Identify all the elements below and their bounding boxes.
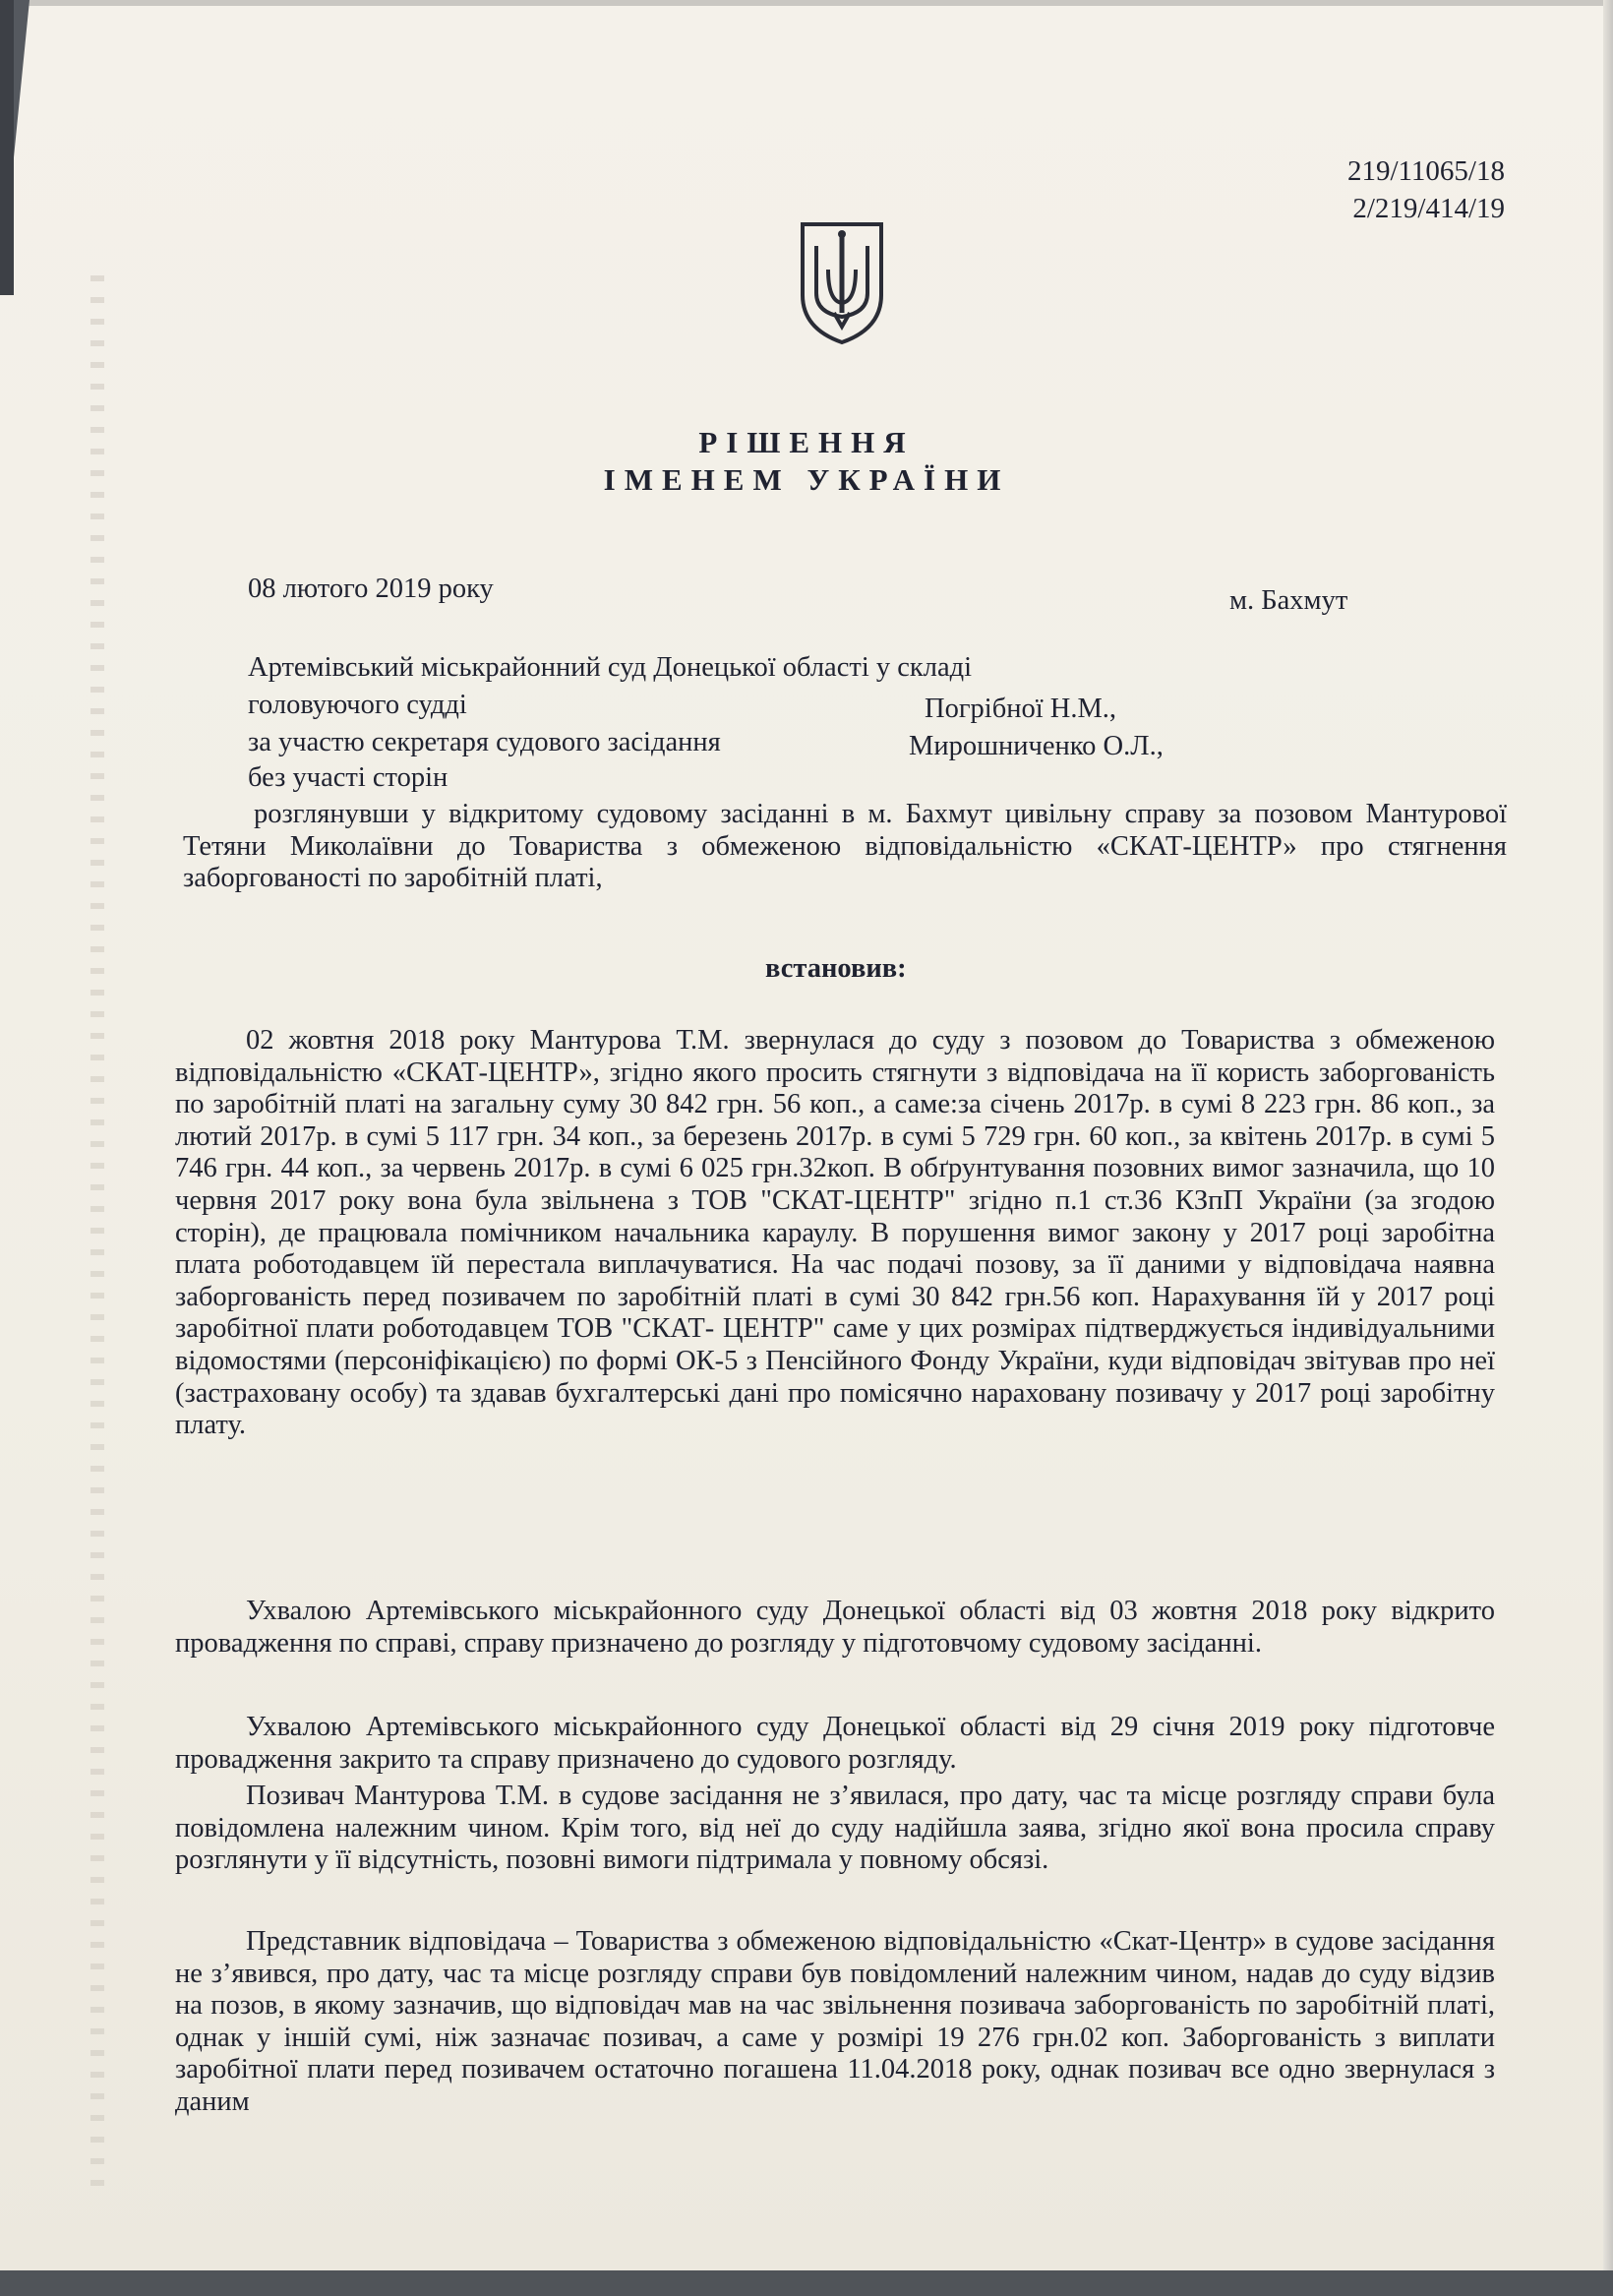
paragraph-preparatory-closed: Ухвалою Артемівського міськрайонного суду Донецької області від 29 січня 2019 року підготовче провадження закрито та справу призначено до судового розгляду. bbox=[175, 1712, 1495, 1775]
case-number-1: 219/11065/18 bbox=[1346, 155, 1505, 187]
presiding-judge-label: головуючого судді bbox=[248, 690, 467, 720]
case-number-2: 2/219/414/19 bbox=[1352, 193, 1505, 224]
scan-right-edge bbox=[1603, 0, 1613, 2296]
coat-of-arms-icon bbox=[795, 218, 889, 346]
document-title: РІШЕННЯ bbox=[698, 425, 915, 459]
case-intro-paragraph: розглянувши у відкритому судовому засіданні в м. Бахмут цивільну справу за позовом Мантурової Тетяни Миколаївни до Товариства з обмеженою відповідальністю «СКАТ-ЦЕНТР» про стягнення заборгованості по заробітній платі, bbox=[183, 799, 1507, 894]
parties-note: без участі сторін bbox=[248, 762, 448, 793]
scan-top-edge bbox=[0, 0, 1613, 6]
secretary-label: за участю секретаря судового засідання bbox=[248, 727, 721, 757]
scan-bottom-edge bbox=[0, 2270, 1613, 2296]
section-heading-established: встановив: bbox=[765, 953, 907, 984]
paragraph-plaintiff-absent: Позивач Мантурова Т.М. в судове засідання не з’явилася, про дату, час та місце розгляду справи була повідомлена належним чином. Крім того, від неї до суду надійшла заява, згідно якої вона просила справу розглянути у її відсутність, позовні вимоги підтримала у повному обсязі. bbox=[175, 1781, 1495, 1876]
decision-date: 08 лютого 2019 року bbox=[248, 574, 494, 604]
paragraph-proceedings-opened: Ухвалою Артемівського міськрайонного суду Донецької області від 03 жовтня 2018 року відкрито провадження по справі, справу призначено до розгляду у підготовчому судовому засіданні. bbox=[175, 1596, 1495, 1659]
scan-corner-shadow-dark bbox=[0, 0, 14, 295]
presiding-judge-name: Погрібної Н.М., bbox=[925, 694, 1117, 724]
decision-place: м. Бахмут bbox=[1229, 585, 1348, 616]
binding-holes bbox=[90, 275, 104, 2194]
secretary-name: Мирошниченко О.Л., bbox=[909, 731, 1164, 761]
document-subtitle: ІМЕНЕМ УКРАЇНИ bbox=[603, 462, 1010, 497]
paragraph-claim: 02 жовтня 2018 року Мантурова Т.М. звернулася до суду з позовом до Товариства з обмеженою відповідальністю «СКАТ-ЦЕНТР», згідно якого просить стягнути з відповідача на її користь заборгованість по заробітній платі на загальну суму 30 842 грн. 56 коп., а саме:за січень 2017р. в сумі 8 223 грн. 86 коп., за лютий 2017р. в сумі 5 117 грн. 34 коп., за березень 2017р. в сумі 5 729 грн. 60 коп., за квітень 2017р. в сумі 5 746 грн. 44 коп., за червень 2017р. в сумі 6 025 грн.32коп. В обґрунтування позовних вимог зазначила, що 10 червня 2017 року вона була звільнена з ТОВ "СКАТ-ЦЕНТР" згідно п.1 ст.36 КЗпП України (за згодою сторін), де працювала помічником начальника караулу. В порушення вимог закону у 2017 році заробітна плата роботодавцем їй перестала виплачуватися. На час подачі позову, за її даними у відповідача наявна заборгованість перед позивачем по заробітній платі в сумі 30 842 грн.56 коп. Нарахування їй у 2017 році заробітної плати роботодавцем ТОВ "СКАТ- ЦЕНТР" саме у цих розмірах підтверджується індивідуальними відомостями (персоніфікацією) по формі ОК-5 з Пенсійного Фонду України, куди відповідач звітував про неї (застраховану особу) та здавав бухгалтерські дані про помісячно нараховану позивачу у 2017 році заробітну плату. bbox=[175, 1025, 1495, 1441]
court-name: Артемівський міськрайонний суд Донецької області у складі bbox=[248, 652, 973, 683]
paragraph-defendant-response: Представник відповідача – Товариства з обмеженою відповідальністю «Скат-Центр» в судове засідання не з’явився, про дату, час та місце розгляду справи був повідомлений належним чином, надав до суду відзив на позов, в якому зазначив, що відповідач мав на час звільнення позивача заборгованість по заробітній платі, однак у іншій сумі, ніж зазначає позивач, а саме у розмірі 19 276 грн.02 коп. Заборгованість з виплати заробітної плати перед позивачем остаточно погашена 11.04.2018 року, однак позивач все одно звернулася з даним bbox=[175, 1926, 1495, 2117]
